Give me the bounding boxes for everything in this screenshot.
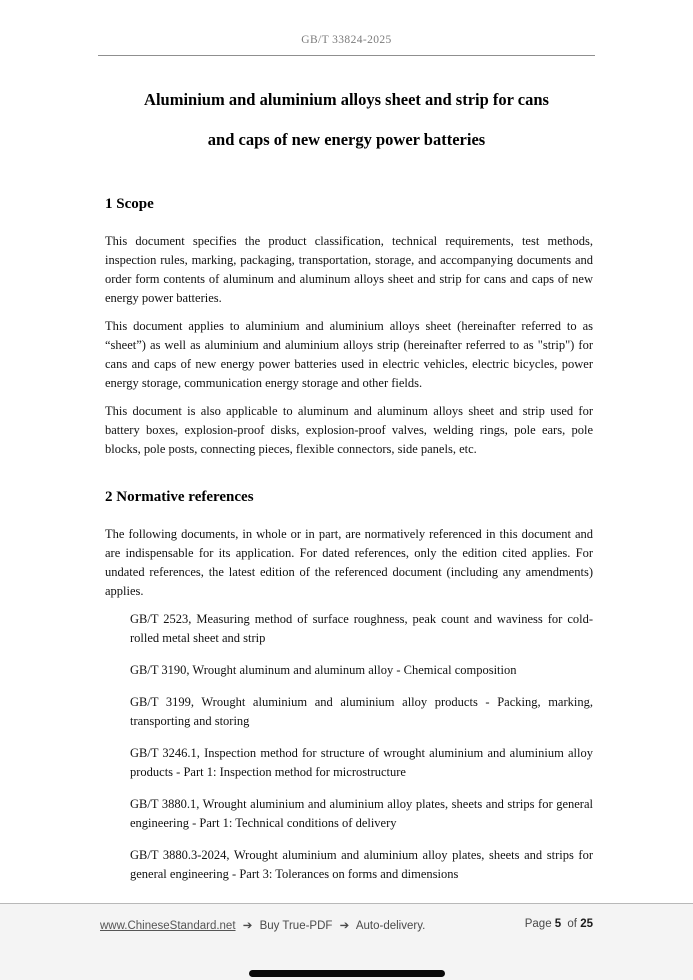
reference-item: GB/T 2523, Measuring method of surface roughness, peak count and waviness for cold-rolled metal sheet and strip: [130, 612, 593, 645]
title-line-1: Aluminium and aluminium alloys sheet and strip for cans: [144, 90, 549, 109]
page-number-indicator: [522, 918, 593, 930]
document-title: [58, 80, 635, 160]
footer-buy-text: Buy True-PDF: [259, 920, 333, 932]
section-heading-scope: 1 Scope: [105, 196, 154, 212]
section-heading-normative-references: 2 Normative references: [105, 489, 254, 505]
site-link[interactable]: www.ChineseStandard.net: [100, 920, 236, 932]
document-body: [105, 196, 593, 884]
arrow-right-icon: ➔: [242, 920, 253, 932]
page-label: Page: [524, 918, 552, 930]
reference-item: GB/T 3880.3-2024, Wrought aluminium and aluminium alloy plates, sheets and strips for general engineering - Part 3: Tolerances on forms and dimensions: [130, 848, 593, 881]
page-of-label: of: [567, 918, 577, 930]
footer-branding: [100, 918, 429, 932]
doc-number: GB/T 33824-2025: [301, 34, 392, 46]
bottom-bar: [249, 970, 445, 977]
reference-item: GB/T 3199, Wrought aluminium and aluminium alloy products - Packing, marking, transporting and storing: [130, 695, 593, 728]
page-current: 5: [554, 918, 562, 930]
page-total: 25: [580, 918, 593, 930]
scope-paragraph-3: This document is also applicable to aluminum and aluminum alloys sheet and strip used for battery boxes, explosion-proof disks, explosion-proof valves, welding rings, pole ears, pole blocks, pole posts, connecting pieces, flexible connectors, side panels, etc.: [105, 404, 593, 456]
page-footer: [0, 903, 693, 980]
scope-paragraph-2: This document applies to aluminium and aluminium alloys sheet (hereinafter referred to as “sheet”) as well as aluminium and aluminium alloys strip (hereinafter referred to as "strip") for cans and caps of new energy power batteries used in electric vehicles, electric bicycles, power energy storage, communication energy storage and other fields.: [105, 319, 593, 390]
arrow-right-icon: ➔: [339, 920, 350, 932]
reference-list: [130, 610, 593, 884]
title-line-2: and caps of new energy power batteries: [207, 130, 486, 149]
page-header: [0, 0, 693, 56]
header-divider: [98, 55, 595, 56]
scope-paragraph-1: This document specifies the product classification, technical requirements, test methods, inspection rules, marking, packaging, transportation, storage, and accompanying documents and order form contents of aluminum and aluminum alloys sheet and strip for cans and caps of new energy power batteries.: [105, 234, 593, 305]
reference-item: GB/T 3246.1, Inspection method for structure of wrought aluminium and aluminium alloy products - Part 1: Inspection method for microstructure: [130, 746, 593, 779]
normative-intro-paragraph: The following documents, in whole or in part, are normatively referenced in this document and are indispensable for its application. For dated references, only the edition cited applies. For undated references, the latest edition of the referenced document (including any amendments) applies.: [105, 527, 593, 598]
reference-item: GB/T 3880.1, Wrought aluminium and aluminium alloy plates, sheets and strips for general engineering - Part 1: Technical conditions of delivery: [130, 797, 593, 830]
reference-item: GB/T 3190, Wrought aluminum and aluminum alloy - Chemical composition: [130, 663, 517, 677]
footer-delivery-text: Auto-delivery.: [355, 920, 426, 932]
